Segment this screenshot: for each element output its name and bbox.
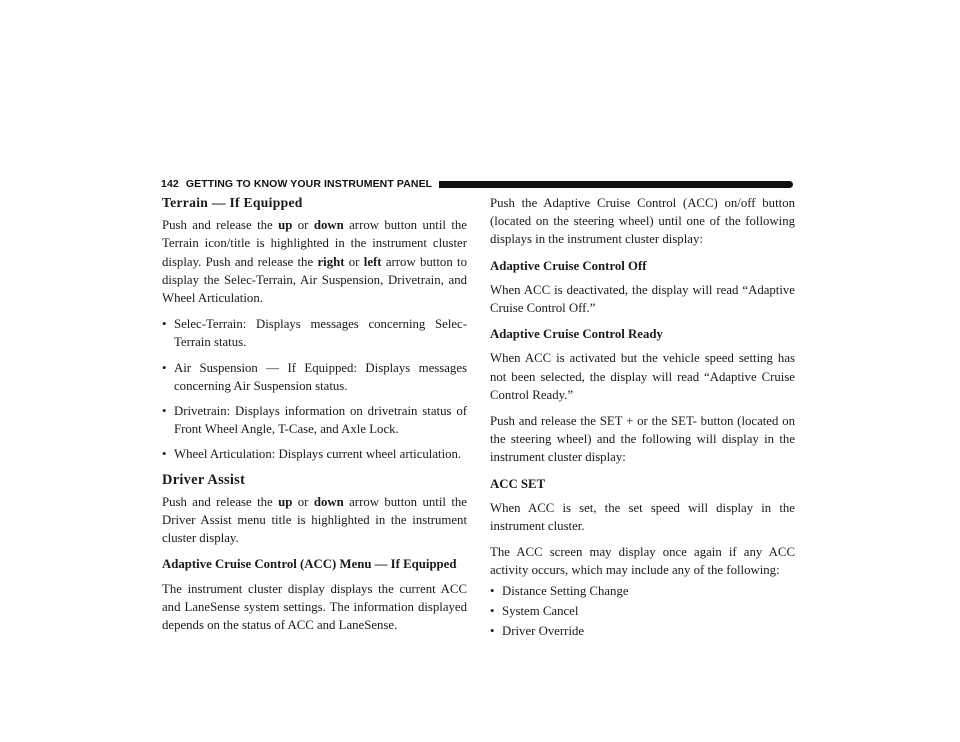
list-item: • Air Suspension — If Equipped: Displays messages concerning Air Suspension status. bbox=[162, 360, 467, 393]
page-number: 142 bbox=[161, 178, 179, 190]
section-title: GETTING TO KNOW YOUR INSTRUMENT PANEL bbox=[185, 178, 433, 190]
list-item: • Selec-Terrain: Displays messages concerning Selec-Terrain status. bbox=[162, 317, 467, 350]
acc-set-intro-paragraph: Push and release the SET + or the SET- button (located on the steering wheel) and the following will display in the instrument cluster display: bbox=[490, 414, 795, 465]
acc-activity-list bbox=[490, 582, 795, 641]
page-header bbox=[161, 177, 793, 191]
header-text bbox=[161, 178, 432, 190]
bullet-icon: • bbox=[162, 404, 167, 419]
bullet-icon: • bbox=[162, 360, 167, 375]
acc-activity-paragraph: The ACC screen may display once again if any ACC activity occurs, which may include any of the following: bbox=[490, 545, 795, 578]
acc-menu-paragraph: The instrument cluster display displays the current ACC and LaneSense system settings. The information displayed depends on the status of ACC and LaneSense. bbox=[162, 581, 467, 633]
list-item: • Distance Setting Change bbox=[490, 582, 795, 600]
right-column bbox=[490, 194, 795, 642]
terrain-paragraph: Push and release the up or down arrow button until the Terrain icon/title is highlighted in the instrument cluster display. Push and release the right or left arrow button to display the Selec-Terrain, Air Suspension, Drivetrain, and Wheel Articulation. bbox=[162, 218, 467, 306]
terrain-list bbox=[162, 315, 467, 463]
header-rule bbox=[439, 181, 793, 188]
driver-assist-paragraph: Push and release the up or down arrow button until the Driver Assist menu title is highlighted in the instrument cluster display. bbox=[162, 494, 467, 546]
list-item: • Drivetrain: Displays information on drivetrain status of Front Wheel Angle, T-Case, and Axle Lock. bbox=[162, 404, 467, 437]
acc-menu-heading: Adaptive Cruise Control (ACC) Menu — If Equipped bbox=[162, 557, 457, 572]
terrain-heading: Terrain — If Equipped bbox=[162, 195, 303, 210]
driver-assist-heading: Driver Assist bbox=[162, 471, 246, 488]
acc-ready-heading: Adaptive Cruise Control Ready bbox=[490, 327, 663, 342]
list-item: • Wheel Articulation: Displays current wheel articulation. bbox=[162, 445, 467, 463]
left-column bbox=[162, 194, 467, 642]
bullet-icon: • bbox=[490, 583, 495, 598]
acc-set-heading: ACC SET bbox=[490, 476, 546, 491]
list-item: • Driver Override bbox=[490, 622, 795, 640]
bullet-icon: • bbox=[162, 447, 167, 462]
acc-off-heading: Adaptive Cruise Control Off bbox=[490, 258, 647, 273]
list-item: • System Cancel bbox=[490, 602, 795, 620]
acc-off-paragraph: When ACC is deactivated, the display will read “Adaptive Cruise Control Off.” bbox=[490, 282, 795, 316]
bullet-icon: • bbox=[490, 603, 495, 618]
acc-set-paragraph: When ACC is set, the set speed will display in the instrument cluster. bbox=[490, 500, 795, 534]
bullet-icon: • bbox=[162, 317, 167, 332]
acc-intro-paragraph: Push the Adaptive Cruise Control (ACC) on/off button (located on the steering wheel) until one of the following displays in the instrument cluster display: bbox=[490, 196, 795, 247]
acc-ready-paragraph: When ACC is activated but the vehicle speed setting has not been selected, the display will read “Adaptive Cruise Control Ready.” bbox=[490, 351, 795, 402]
bullet-icon: • bbox=[490, 624, 495, 639]
